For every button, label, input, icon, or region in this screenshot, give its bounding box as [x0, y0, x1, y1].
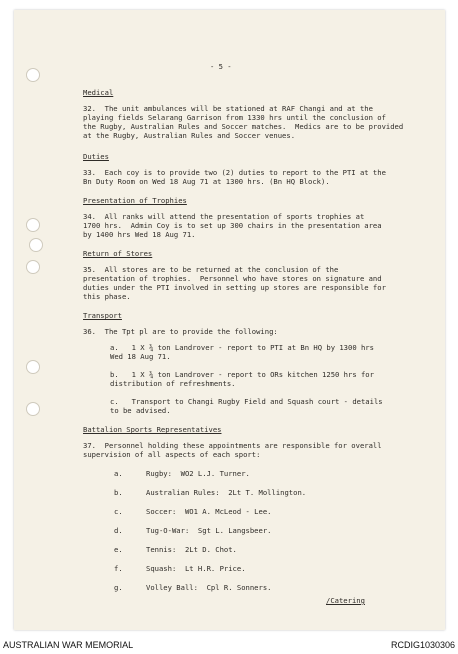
para-34-line: 34. All ranks will attend the presentation of sports trophies at	[83, 212, 365, 221]
rep-entry: Soccer: WO1 A. McLeod - Lee.	[146, 507, 272, 516]
transport-item-b: b. 1 X ¾ ton Landrover - report to ORs kitchen 1250 hrs for	[110, 370, 374, 379]
rep-letter: f.	[114, 564, 123, 573]
transport-item-a: Wed 18 Aug 71.	[110, 352, 171, 361]
rep-entry: Rugby: WO2 L.J. Turner.	[146, 469, 250, 478]
footer-record-id: RCDIG1030306	[390, 640, 455, 650]
punch-hole	[29, 238, 43, 252]
punch-hole	[26, 402, 40, 416]
para-35-line: 35. All stores are to be returned at the conclusion of the	[83, 265, 339, 274]
heading-duties: Duties	[83, 152, 109, 161]
para-34-line: by 1400 hrs Wed 18 Aug 71.	[83, 230, 196, 239]
punch-hole	[26, 68, 40, 82]
para-33-line: Bn Duty Room on Wed 18 Aug 71 at 1300 hrs. (Bn HQ Block).	[83, 177, 330, 186]
document-page	[14, 10, 445, 630]
transport-item-a: a. 1 X ¾ ton Landrover - report to PTI at Bn HQ by 1300 hrs	[110, 343, 374, 352]
para-36-intro: 36. The Tpt pl are to provide the following:	[83, 327, 278, 336]
rep-letter: d.	[114, 526, 123, 535]
heading-transport: Transport	[83, 311, 122, 320]
para-32-line: the Rugby, Australian Rules and Soccer matches. Medics are to be provided	[83, 122, 404, 131]
para-32-line: playing fields Selarang Garrison from 1330 hrs until the conclusion of	[83, 113, 386, 122]
rep-entry: Tug-O-War: Sgt L. Langsbeer.	[146, 526, 272, 535]
para-34-line: 1700 hrs. Admin Coy is to set up 300 chairs in the presentation area	[83, 221, 382, 230]
rep-letter: e.	[114, 545, 123, 554]
para-32-line: 32. The unit ambulances will be stationed at RAF Changi and at the	[83, 104, 373, 113]
punch-hole	[26, 260, 40, 274]
rep-letter: c.	[114, 507, 123, 516]
transport-item-c: c. Transport to Changi Rugby Field and Squash court - details	[110, 397, 383, 406]
footer-institution: AUSTRALIAN WAR MEMORIAL	[3, 640, 134, 650]
punch-hole	[26, 360, 40, 374]
heading-sports-representatives: Battalion Sports Representatives	[83, 425, 222, 434]
para-37-intro: 37. Personnel holding these appointments are responsible for overall	[83, 441, 382, 450]
para-35-line: presentation of trophies. Personnel who have stores on signature and	[83, 274, 382, 283]
para-32-line: at the Rugby, Australian Rules and Soccer venues.	[83, 131, 296, 140]
transport-item-b: distribution of refreshments.	[110, 379, 236, 388]
para-35-line: this phase.	[83, 292, 131, 301]
rep-entry: Volley Ball: Cpl R. Sonners.	[146, 583, 272, 592]
rep-entry: Squash: Lt H.R. Price.	[146, 564, 246, 573]
catchword: /Catering	[326, 596, 365, 605]
rep-letter: g.	[114, 583, 123, 592]
rep-entry: Tennis: 2Lt D. Chot.	[146, 545, 237, 554]
archive-footer	[0, 636, 458, 654]
heading-return-of-stores: Return of Stores	[83, 249, 153, 258]
transport-item-c: to be advised.	[110, 406, 171, 415]
para-37-intro: supervision of all aspects of each sport:	[83, 450, 261, 459]
para-33-line: 33. Each coy is to provide two (2) duties to report to the PTI at the	[83, 168, 386, 177]
heading-presentation: Presentation of Trophies	[83, 196, 187, 205]
rep-letter: a.	[114, 469, 123, 478]
para-35-line: duties under the PTI involved in setting up stores are responsible for	[83, 283, 386, 292]
rep-entry: Australian Rules: 2Lt T. Mollington.	[146, 488, 307, 497]
rep-letter: b.	[114, 488, 123, 497]
heading-medical: Medical	[83, 88, 114, 97]
punch-hole	[26, 218, 40, 232]
page-number: - 5 -	[210, 62, 232, 71]
